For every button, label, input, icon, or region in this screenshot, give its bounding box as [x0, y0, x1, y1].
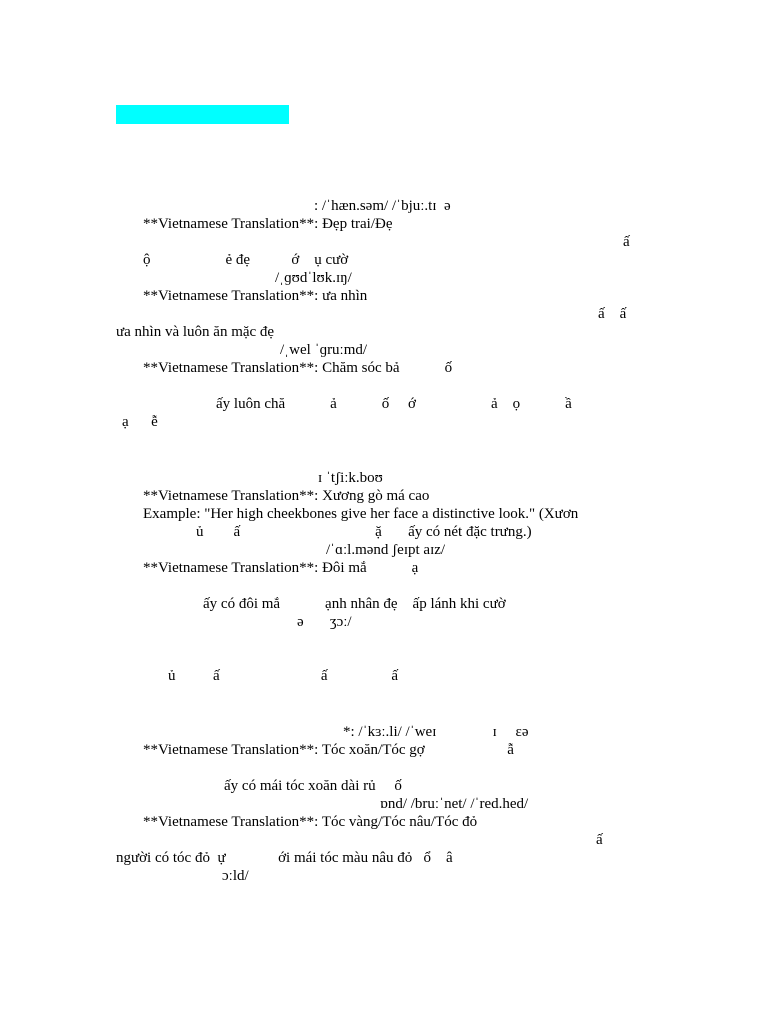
text-line: **Vietnamese Translation**: Đôi mắ ạ: [143, 560, 419, 576]
text-line: /ˈɑːl.mənd ʃeɪpt aɪz/: [326, 542, 446, 558]
text-line: ấy luôn chă ả ố ớ ả ọ ầ: [216, 396, 572, 412]
text-line: ạ ễ: [122, 414, 158, 430]
text-line: người có tóc đỏ ự ới mái tóc màu nâu đỏ ổ â: [116, 850, 453, 866]
text-line: ủ ấ ặ ấy có nét đặc trưng.): [196, 524, 532, 540]
text-line: **Vietnamese Translation**: Chăm sóc bả ố: [143, 360, 453, 376]
text-line: ə ʒɔː/: [297, 614, 352, 630]
text-line: ưa nhìn và luôn ăn mặc đẹ: [116, 324, 275, 340]
text-line: ộ ẻ đẹ ớ ụ cườ: [143, 252, 349, 268]
text-line: ɪ ˈtʃiːk.boʊ: [318, 470, 383, 486]
text-line: ɔːld/: [222, 868, 249, 884]
text-line: **Vietnamese Translation**: Xương gò má cao: [143, 488, 430, 504]
text-line: **Vietnamese Translation**: Tóc vàng/Tóc nâu/Tóc đỏ: [143, 814, 478, 830]
text-line: /ˌɡʊdˈlʊk.ɪŋ/: [275, 270, 352, 286]
text-line: ủ ấ ấ ấ: [168, 668, 398, 684]
text-line: ấ: [623, 234, 630, 250]
text-line: **Vietnamese Translation**: ưa nhìn: [143, 288, 368, 304]
text-line: Example: "Her high cheekbones give her face a distinctive look." (Xươn: [143, 506, 579, 522]
cyan-highlight-bar: [116, 105, 289, 124]
text-line: ấy có đôi mắ ạnh nhân đẹ ấp lánh khi cườ: [203, 596, 506, 612]
text-line: ɒnd/ /bruːˈnet/ /ˈred.hed/: [380, 796, 529, 812]
text-line: ấ: [596, 832, 603, 848]
text-line: /ˌwel ˈɡruːmd/: [280, 342, 368, 358]
text-line: **Vietnamese Translation**: Đẹp trai/Đẹ: [143, 216, 393, 232]
text-line: : /ˈhæn.səm/ /ˈbjuː.tɪ ə: [314, 198, 451, 214]
text-line: ấ ấ: [598, 306, 627, 322]
text-line: *: /ˈkɜː.li/ /ˈweɪ ɪ ɛə: [343, 724, 529, 740]
text-line: ấy có mái tóc xoăn dài rủ ố: [224, 778, 402, 794]
text-line: **Vietnamese Translation**: Tóc xoăn/Tóc gợ ẫ: [143, 742, 514, 758]
